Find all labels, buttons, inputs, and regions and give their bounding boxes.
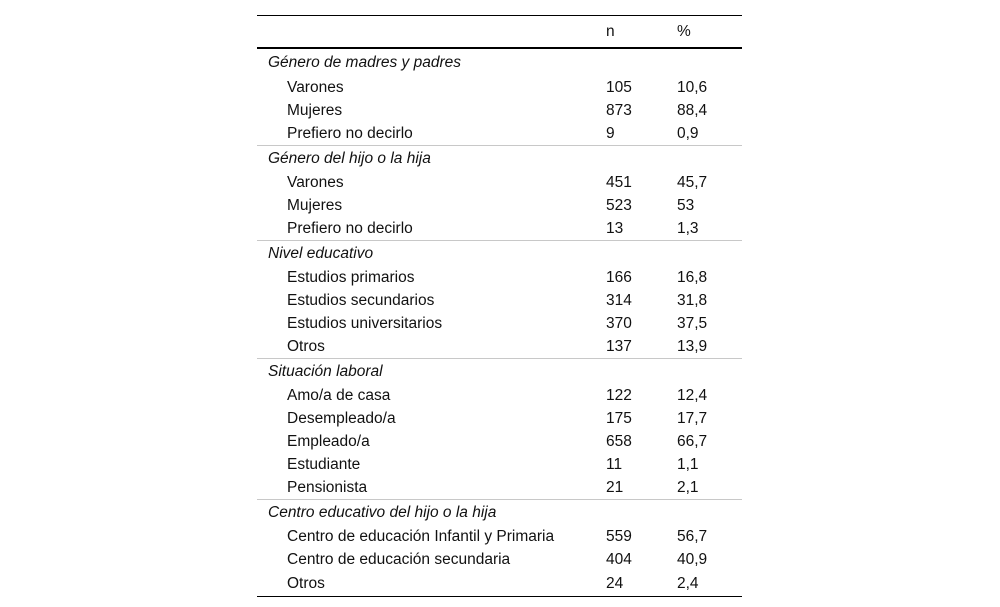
row-label: Mujeres <box>287 102 343 119</box>
row-n: 175 <box>606 410 632 427</box>
table-row <box>257 217 742 241</box>
row-n: 105 <box>606 79 632 96</box>
demographics-table <box>257 15 742 597</box>
table-header <box>257 16 742 49</box>
group-title: Género de madres y padres <box>268 54 461 71</box>
row-percent: 56,7 <box>677 528 708 545</box>
group-title: Situación laboral <box>257 359 742 385</box>
table-row <box>257 122 742 146</box>
row-n: 166 <box>606 269 632 286</box>
row-n: 451 <box>606 174 632 191</box>
row-n: 21 <box>606 479 624 496</box>
row-percent: 1,1 <box>677 456 699 473</box>
row-percent: 17,7 <box>677 410 708 427</box>
row-percent: 10,6 <box>677 79 708 96</box>
table-row <box>257 289 742 312</box>
row-n: 9 <box>606 125 615 142</box>
row-label: Estudios secundarios <box>287 292 435 309</box>
table-row <box>257 384 742 407</box>
row-percent: 37,5 <box>677 315 708 332</box>
row-n: 13 <box>606 220 624 237</box>
group-title: Centro educativo del hijo o la hija <box>257 500 742 526</box>
table-row <box>257 525 742 548</box>
table-row <box>257 407 742 430</box>
table-row <box>257 430 742 453</box>
row-label: Prefiero no decirlo <box>287 125 413 142</box>
row-label: Centro de educación secundaria <box>287 551 511 568</box>
table-row <box>257 171 742 194</box>
row-n: 559 <box>606 528 632 545</box>
row-n: 873 <box>606 102 632 119</box>
row-percent: 53 <box>677 197 695 214</box>
table-row <box>257 548 742 571</box>
row-label: Amo/a de casa <box>287 387 391 404</box>
row-label: Pensionista <box>287 479 368 496</box>
row-label: Prefiero no decirlo <box>287 220 413 237</box>
row-n: 370 <box>606 315 632 332</box>
row-percent: 1,3 <box>677 220 699 237</box>
row-n: 11 <box>606 456 623 473</box>
table-row <box>257 335 742 359</box>
row-label: Estudios primarios <box>287 269 415 286</box>
row-label: Otros <box>287 338 325 355</box>
row-percent: 13,9 <box>677 338 708 355</box>
header-percent: % <box>677 16 742 49</box>
group-header-row <box>257 500 742 526</box>
demographics-table-container <box>257 15 742 597</box>
table-body <box>257 48 742 597</box>
group-header-row <box>257 48 742 76</box>
header-n: n <box>606 16 677 49</box>
row-percent: 31,8 <box>677 292 708 309</box>
row-n: 523 <box>606 197 632 214</box>
row-percent: 66,7 <box>677 433 708 450</box>
row-label: Varones <box>287 174 344 191</box>
row-n: 122 <box>606 387 632 404</box>
row-label: Estudios universitarios <box>287 315 443 332</box>
row-label: Desempleado/a <box>287 410 396 427</box>
row-n: 314 <box>606 292 632 309</box>
table-row <box>257 312 742 335</box>
group-title: Nivel educativo <box>257 241 742 267</box>
group-title: Género del hijo o la hija <box>257 146 742 172</box>
table-row <box>257 99 742 122</box>
group-header-row <box>257 359 742 385</box>
row-percent: 40,9 <box>677 551 708 568</box>
row-label: Mujeres <box>287 197 343 214</box>
row-label: Empleado/a <box>287 433 370 450</box>
row-percent: 16,8 <box>677 269 708 286</box>
row-percent: 88,4 <box>677 102 708 119</box>
table-row <box>257 76 742 99</box>
row-percent: 2,4 <box>677 575 699 592</box>
table-row <box>257 571 742 597</box>
group-header-row <box>257 241 742 267</box>
table-row <box>257 453 742 476</box>
row-percent: 45,7 <box>677 174 708 191</box>
table-row <box>257 194 742 217</box>
table-row <box>257 266 742 289</box>
group-header-row <box>257 146 742 172</box>
row-label: Varones <box>287 79 344 96</box>
row-n: 24 <box>606 575 624 592</box>
row-n: 404 <box>606 551 632 568</box>
header-label <box>257 16 606 49</box>
row-label: Centro de educación Infantil y Primaria <box>287 528 555 545</box>
row-percent: 0,9 <box>677 125 699 142</box>
row-n: 658 <box>606 433 632 450</box>
row-label: Otros <box>287 575 325 592</box>
row-percent: 2,1 <box>677 479 699 496</box>
row-percent: 12,4 <box>677 387 708 404</box>
row-n: 137 <box>606 338 632 355</box>
header-row <box>257 16 742 49</box>
table-row <box>257 476 742 500</box>
row-label: Estudiante <box>287 456 361 473</box>
